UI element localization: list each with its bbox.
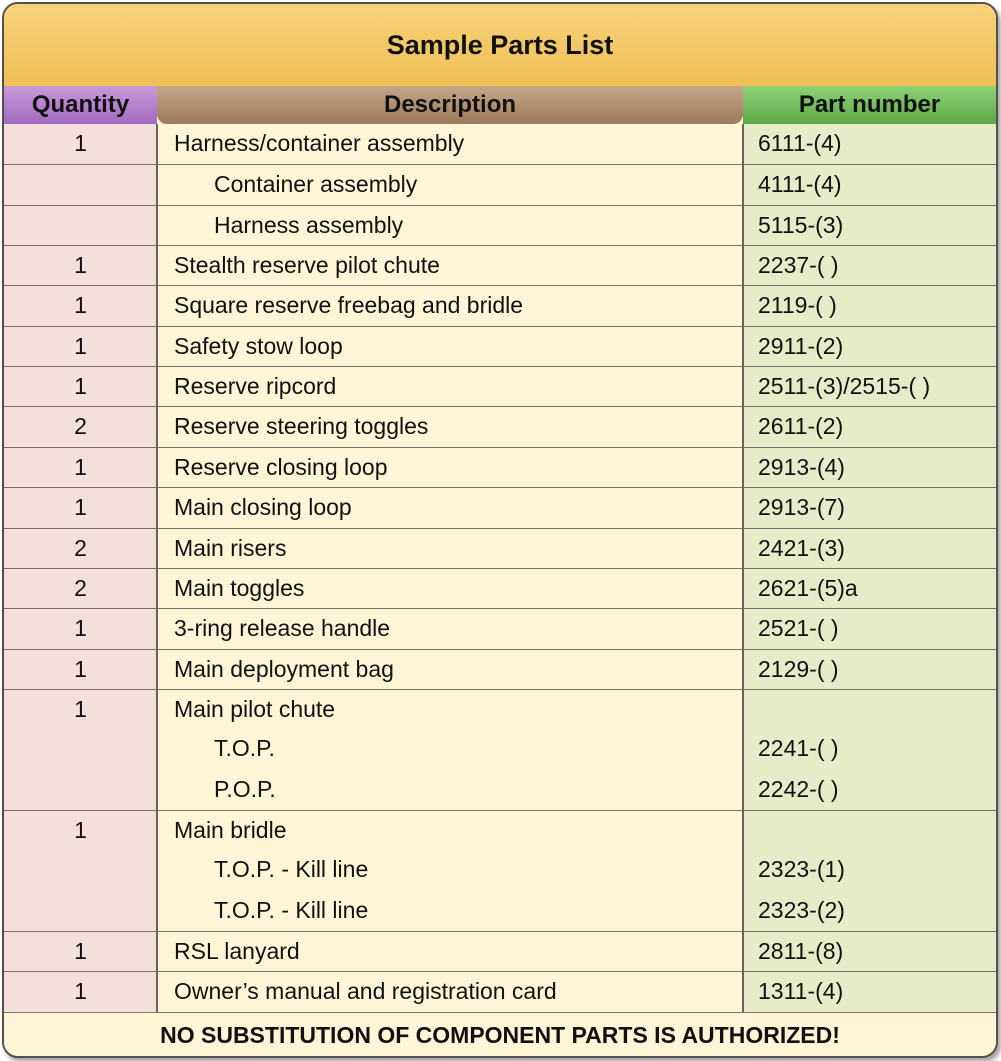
part-number-cell: 2911-(2) — [758, 332, 844, 359]
quantity-cell — [4, 729, 157, 768]
table-title: Sample Parts List — [4, 4, 996, 87]
description-cell: P.O.P. — [214, 775, 276, 802]
part-number-cell: 2323-(1) — [758, 856, 845, 883]
description-cell: Main deployment bag — [174, 655, 394, 682]
table-row — [4, 366, 996, 406]
quantity-cell: 1 — [74, 453, 87, 480]
parts-list-table — [2, 2, 998, 1058]
description-cell: Reserve steering toggles — [174, 413, 429, 440]
table-row — [4, 124, 996, 164]
description-cell: T.O.P. - Kill line — [214, 896, 369, 923]
part-number-cell: 2913-(4) — [758, 453, 845, 480]
table-row — [4, 971, 996, 1011]
table-row — [4, 406, 996, 446]
part-number-cell: 2913-(7) — [758, 494, 845, 521]
quantity-cell: 1 — [74, 332, 87, 359]
table-row — [4, 931, 996, 971]
part-number-cell: 5115-(3) — [758, 211, 844, 238]
quantity-cell: 2 — [74, 534, 87, 561]
table-row — [4, 285, 996, 325]
table-row — [4, 649, 996, 689]
quantity-header: Quantity — [4, 86, 157, 124]
description-cell: Owner’s manual and registration card — [174, 978, 557, 1005]
part-number-cell — [758, 690, 993, 729]
description-cell: Main risers — [174, 534, 287, 561]
quantity-cell: 1 — [74, 938, 87, 964]
quantity-cell — [4, 165, 157, 204]
description-cell: Container assembly — [214, 171, 418, 198]
part-number-cell: 2129-( ) — [758, 655, 839, 682]
column-divider — [742, 124, 744, 1012]
part-number-cell: 2241-( ) — [758, 735, 839, 762]
part-number-cell: 2811-(8) — [758, 938, 844, 964]
quantity-cell — [4, 206, 157, 245]
table-row — [4, 245, 996, 285]
table-row — [4, 164, 996, 204]
quantity-cell: 1 — [74, 978, 87, 1005]
quantity-cell: 2 — [74, 413, 87, 440]
description-cell: Stealth reserve pilot chute — [174, 252, 440, 279]
description-cell: Safety stow loop — [174, 332, 343, 359]
quantity-cell — [4, 770, 157, 809]
description-cell: Main closing loop — [174, 494, 352, 521]
table-footer-note: NO SUBSTITUTION OF COMPONENT PARTS IS AUTHORIZED! — [4, 1012, 996, 1057]
table-row — [4, 487, 996, 527]
part-number-cell: 2323-(2) — [758, 896, 845, 923]
description-header: Description — [157, 86, 743, 124]
table-row — [4, 608, 996, 648]
table-row — [4, 891, 996, 931]
description-cell: RSL lanyard — [174, 938, 300, 964]
part-number-cell: 2521-( ) — [758, 615, 839, 642]
part-number-cell: 2611-(2) — [758, 413, 844, 440]
table-row — [4, 528, 996, 568]
table-row — [4, 850, 996, 890]
description-cell: T.O.P. — [214, 735, 275, 762]
header-row — [4, 86, 996, 124]
quantity-cell — [4, 850, 157, 889]
table-row — [4, 326, 996, 366]
part-number-cell: 2421-(3) — [758, 534, 845, 561]
description-cell: 3-ring release handle — [174, 615, 391, 642]
part-number-cell: 2621-(5)a — [758, 574, 858, 601]
part-number-cell — [758, 811, 993, 850]
quantity-cell: 1 — [74, 615, 87, 642]
part-number-cell: 2119-( ) — [758, 292, 837, 319]
table-row — [4, 568, 996, 608]
description-cell: Harness assembly — [214, 211, 404, 238]
quantity-cell: 1 — [74, 655, 87, 682]
table-row — [4, 810, 996, 850]
description-cell: Harness/container assembly — [174, 130, 465, 156]
quantity-cell: 1 — [74, 816, 87, 843]
quantity-cell — [4, 891, 157, 930]
quantity-cell: 2 — [74, 574, 87, 601]
description-cell: Reserve ripcord — [174, 373, 337, 400]
quantity-cell: 1 — [74, 252, 87, 279]
part-number-cell: 4111-(4) — [758, 171, 842, 198]
description-cell: Main toggles — [174, 574, 305, 601]
quantity-cell: 1 — [74, 695, 87, 722]
quantity-cell: 1 — [74, 494, 87, 521]
quantity-cell: 1 — [74, 130, 87, 156]
table-row — [4, 729, 996, 769]
description-cell: T.O.P. - Kill line — [214, 856, 369, 883]
column-divider — [156, 124, 158, 1012]
part-number-cell: 1311-(4) — [758, 978, 844, 1005]
quantity-cell: 1 — [74, 292, 87, 319]
description-cell: Square reserve freebag and bridle — [174, 292, 524, 319]
part-number-cell: 6111-(4) — [758, 130, 842, 156]
description-cell: Main pilot chute — [174, 695, 336, 722]
part-number-cell: 2237-( ) — [758, 252, 839, 279]
table-row — [4, 689, 996, 729]
part-number-cell: 2511-(3)/2515-( ) — [758, 373, 931, 400]
part-number-cell: 2242-( ) — [758, 775, 839, 802]
table-row — [4, 770, 996, 810]
quantity-cell: 1 — [74, 373, 87, 400]
description-cell: Reserve closing loop — [174, 453, 388, 480]
table-row — [4, 205, 996, 245]
table-row — [4, 447, 996, 487]
description-cell: Main bridle — [174, 816, 287, 843]
part-number-header: Part number — [743, 86, 996, 124]
